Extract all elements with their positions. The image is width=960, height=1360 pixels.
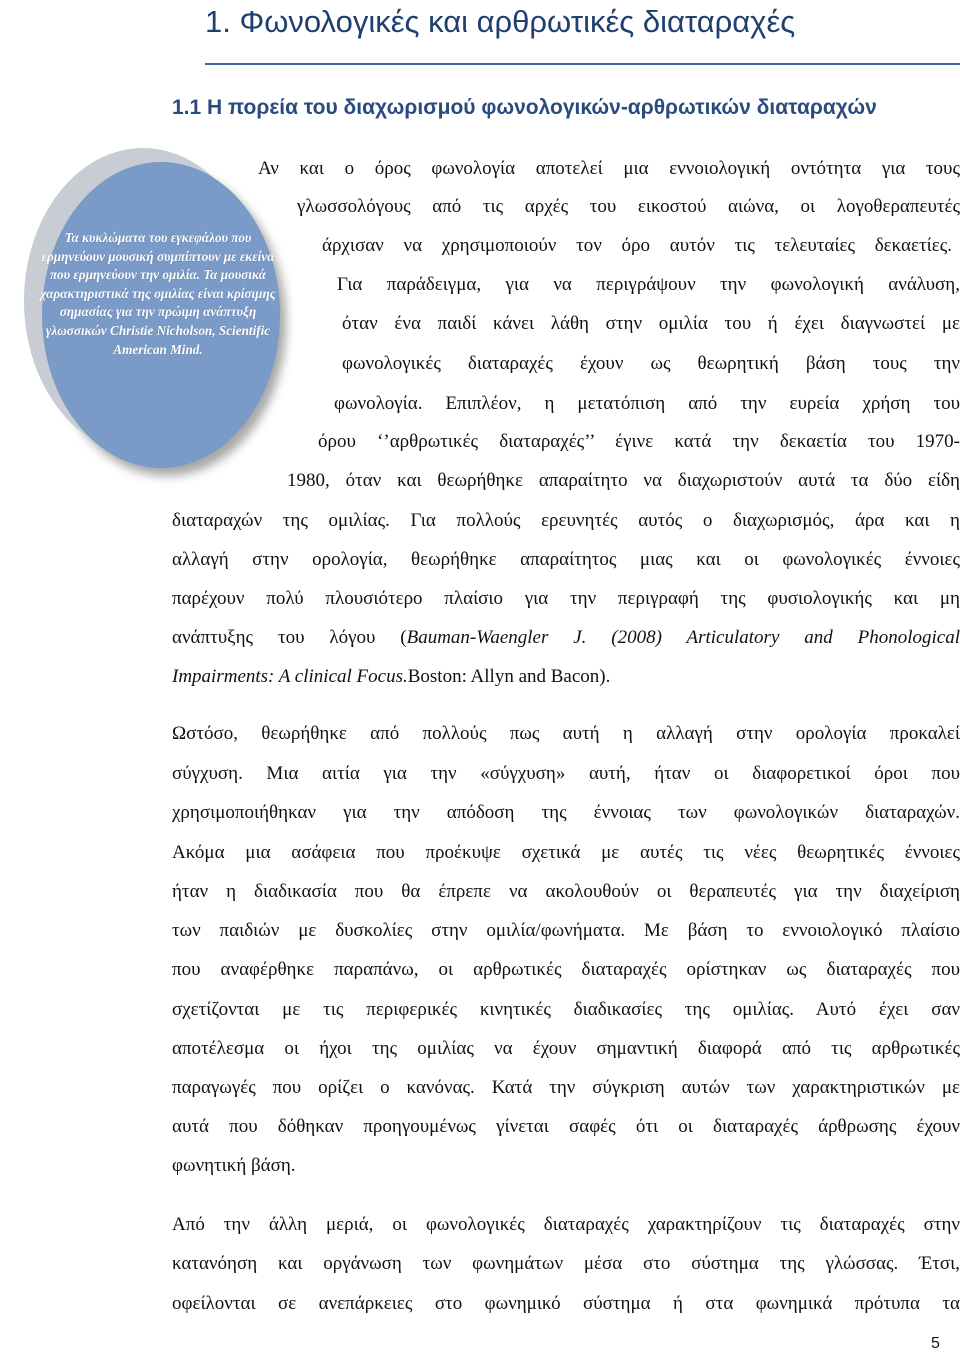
paragraph-1-line-7: φωνολογία. Επιπλέον, η μετατόπιση από την ευρεία χρήση του [334,393,960,414]
paragraph-1-citation-line-2 [172,665,960,689]
section-title: 1.1 Η πορεία του διαχωρισμού φωνολογικών-αρθρωτικών διαταραχών [172,96,877,119]
paragraph-2-line-1: Ωστόσο, θεωρήθηκε από πολλούς πως αυτή η αλλαγή στην ορολογία προκαλεί [172,723,960,744]
paragraph-1-line-3: άρχισαν να χρησιμοποιούν τον όρο αυτόν τις τελευταίες δεκαετίες. [322,235,952,256]
paragraph-1-line-5: όταν ένα παιδί κάνει λάθη στην ομιλία του ή έχει διαγνωστεί με [342,313,960,334]
paragraph-3-line-3: οφείλονται σε ανεπάρκειες στο φωνημικό σύστημα ή στα φωνημικά πρότυπα τα [172,1293,960,1314]
paragraph-1-line-10: διαταραχών της ομιλίας. Για πολλούς ερευνητές αυτός ο διαχωρισμός, άρα και η [172,510,960,531]
paragraph-1-line-12: παρέχουν πολύ πλουσιότερο πλαίσιο για την περιγραφή της φυσιολογικής και μη [172,588,960,609]
citation-reference-italic: Bauman-Waengler J. (2008) Articulatory and Phonological [406,627,960,648]
paragraph-1-line-6: φωνολογικές διαταραχές έχουν ως θεωρητική βάση τους την [342,353,960,374]
title-underline [205,63,960,65]
paragraph-2-line-12: φωνητική βάση. [172,1155,296,1176]
citation-reference-italic-end: Impairments: A clinical Focus. [172,666,408,687]
paragraph-2-line-10: παραγωγές που ορίζει ο κανόνας. Κατά την σύγκριση αυτών των χαρακτηριστικών με [172,1077,960,1098]
paragraph-2-line-3: χρησιμοποιήθηκαν για την απόδοση της έννοιας των φωνολογικών διαταραχών. [172,802,960,823]
paragraph-1-line-11: αλλαγή στην ορολογία, θεωρήθηκε απαραίτητος μιας και οι φωνολογικές έννοιες [172,549,960,570]
citation-lead-text: ανάπτυξης του λόγου ( [172,627,407,648]
paragraph-2-line-4: Ακόμα μια ασάφεια που προέκυψε σχετικά με αυτές τις νέες θεωρητικές έννοιες [172,842,960,863]
paragraph-1-line-9: 1980, όταν και θεωρήθηκε απαραίτητο να διαχωριστούν αυτά τα δύο είδη [287,470,960,491]
paragraph-1-line-1: Αν και ο όρος φωνολογία αποτελεί μια εννοιολογική οντότητα για τους [258,158,960,179]
paragraph-2-line-6: των παιδιών με δυσκολίες στην ομιλία/φωνήματα. Με βάση το εννοιολογικό πλαίσιο [172,920,960,941]
pull-quote-text: Τα κυκλώματα του εγκεφάλου που ερμηνεύουν μουσική συμπίπτουν με εκείνα που ερμηνεύουν την ομιλία. Τα μουσικά χαρακτηριστικά της ομιλίας είναι κρίσιμης σημασίας για την πρώιμη ανάπτυξη γλωσσικών Christie Nicholson, Scientific American Mind. [40,230,276,357]
paragraph-1-line-4: Για παράδειγμα, για να περιγράψουν την φωνολογική ανάλυση, [337,274,960,295]
paragraph-2-line-7: που αναφέρθηκε παραπάνω, οι αρθρωτικές διαταραχές ορίστηκαν ως διαταραχές που [172,959,960,980]
paragraph-2-line-9: αποτέλεσμα οι ήχοι της ομιλίας να έχουν σημαντική διαφορά από τις αρθρωτικές [172,1038,960,1059]
paragraph-3-line-2: κατανόηση και οργάνωση των φωνημάτων μέσα στο σύστημα της γλώσσας. Έτσι, [172,1253,960,1274]
paragraph-1-line-2: γλωσσολόγους από τις αρχές του εικοστού αιώνα, οι λογοθεραπευτές [297,196,960,217]
paragraph-2-line-5: ήταν η διαδικασία που θα έπρεπε να ακολουθούν οι θεραπευτές για την διαχείριση [172,881,960,902]
paragraph-2-line-11: αυτά που δόθηκαν προηγουμένως γίνεται σαφές ότι οι διαταραχές άρθρωσης έχουν [172,1116,960,1137]
paragraph-1-line-8: όρου ‘’αρθρωτικές διαταραχές’’ έγινε κατά την δεκαετία του 1970- [318,431,960,452]
page-number: 5 [931,1335,940,1352]
paragraph-2-line-8: σχετίζονται με τις περιφερικές κινητικές διαδικασίες της ομιλίας. Αυτό έχει σαν [172,999,960,1020]
paragraph-1-citation-line-1 [172,626,960,650]
chapter-title: 1. Φωνολογικές και αρθρωτικές διαταραχές [205,4,796,39]
paragraph-3-line-1: Από την άλλη μεριά, οι φωνολογικές διαταραχές χαρακτηρίζουν τις διαταραχές στην [172,1214,960,1235]
paragraph-2-line-2: σύγχυση. Μια αιτία για την «σύγχυση» αυτή, ήταν οι διαφορετικοί όροι που [172,763,960,784]
citation-publisher: Boston: Allyn and Bacon). [407,666,611,687]
